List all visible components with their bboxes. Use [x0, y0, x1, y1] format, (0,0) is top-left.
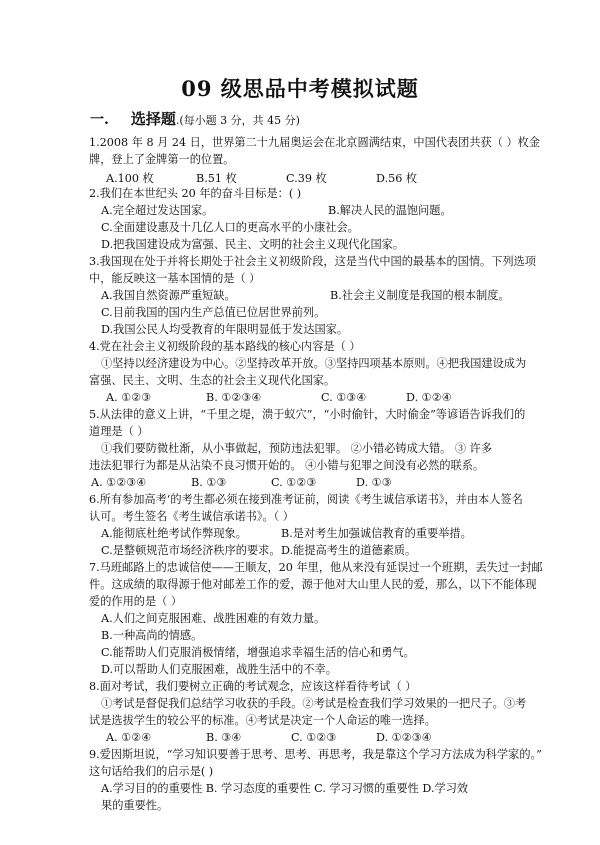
q1-option-c: C.39 枚 [286, 172, 327, 185]
q7-option-b: B.一种高尚的情感。 [101, 629, 203, 642]
q4-option-b: B. ①②③④ [206, 391, 262, 404]
q8-option-a: A. ①②④ [106, 731, 152, 744]
page-title: 09 级思品中考模拟试题 [181, 76, 419, 101]
q4-statement-1: ①坚持以经济建设为中心。②坚持改革开放。③坚持四项基本原则。④把我国建设成为 [101, 357, 527, 370]
q3-option-a: A.我国自然资源严重短缺。 [101, 289, 236, 302]
q9-options-line: A.学习目的的重要性 B. 学习态度的重要性 C. 学习习惯的重要性 D.学习效 [101, 782, 469, 795]
section-number: 一. [90, 112, 109, 128]
q1-option-b: B.51 枚 [196, 172, 237, 185]
q2-option-b: B.解决人民的温饱问题。 [328, 204, 452, 217]
q6-option-d: D.能提高考生的道德素质。 [281, 544, 417, 557]
question-9-line-1: 9.爱因斯坦说，“学习知识要善于思考、思考、再思考，我是靠这个学习方法成为科学家的。” [89, 748, 542, 761]
q4-option-c: C. ①③④ [321, 391, 367, 404]
question-3-line-1: 3.我国现在处于并将长期处于社会主义初级阶段，这是当代中国的最基本的国情。下列选项 [89, 255, 536, 268]
q5-statement-2: 违法犯罪行为都是从沾染不良习惯开始的。 ④小错与犯罪之间没有必然的联系。 [89, 459, 485, 472]
question-7-line-2: 件。这成绩的取得源于他对邮差工作的爱，源于他对大山里人民的爱，那么，以下不能体现 [89, 578, 537, 591]
q6-option-a: A.能彻底杜绝考试作弊现象。 [101, 527, 247, 540]
question-6-line-1: 6.所有参加高考‘的考生都必须在接到准考证前，阅读《考生诚信承诺书》，并由本人签名 [89, 493, 523, 506]
q9-options-line-2: 果的重要性。 [101, 799, 169, 812]
q6-option-c: C.是整顿规范市场经济秩序的要求。 [101, 544, 281, 557]
q3-option-b: B.社会主义制度是我国的根本制度。 [330, 289, 510, 302]
q2-option-d: D.把我国建设成为富强、民主、文明的社会主义现代化国家。 [101, 238, 405, 251]
question-7-line-3: 爱的作用的是（ ） [89, 595, 183, 608]
q4-option-d: D. ①②④ [406, 391, 452, 404]
q5-option-a: A. ①②③④ [91, 476, 147, 489]
question-9-line-2: 这句话给我们的启示是( ) [89, 765, 214, 778]
q8-option-b: B. ③④ [206, 731, 242, 744]
question-1-line-2: 牌，登上了金牌第一的位置。 [89, 153, 235, 166]
q3-option-d: D.我国公民人均受教育的年限明显低于发达国家。 [101, 323, 349, 336]
q5-option-d: D. ①③ [356, 476, 392, 489]
question-1-line-1: 1.2008 年 8 月 24 日，世界第二十九届奥运会在北京圆满结束，中国代表团共获（ ）枚金 [89, 136, 541, 149]
q4-statement-2: 富强、民主、文明、生态的社会主义现代化国家。 [89, 374, 336, 387]
question-7-line-1: 7.马班邮路上的忠诚信使——王顺友，20 年里，他从来没有延误过一个班期，丢失过一封邮 [89, 561, 543, 574]
question-4: 4.党在社会主义初级阶段的基本路线的核心内容是（ ） [89, 340, 361, 353]
q8-option-c: C. ①②③ [291, 731, 337, 744]
q5-statement-1: ①我们要防微杜渐，从小事做起，预防违法犯罪。 ②小错必铸成大错。 ③ 许多 [101, 442, 493, 455]
q8-statement-2: 试是选拔学生的较公平的标准。④考试是决定一个人命运的唯一选择。 [89, 714, 436, 727]
q3-option-c: C.目前我国的国内生产总值已位居世界前列。 [101, 306, 326, 319]
q7-option-d: D.可以帮助人们克服困难，战胜生活中的不幸。 [101, 663, 337, 676]
question-8: 8.面对考试，我们要树立正确的考试观念，应该这样看待考试（ ） [89, 680, 417, 693]
q5-option-b: B. ①③ [191, 476, 227, 489]
question-2: 2.我们在本世纪头 20 年的奋斗目标是：( ) [89, 187, 302, 200]
q7-option-c: C.能帮助人们克服消极情绪，增强追求幸福生活的信心和勇气。 [101, 646, 415, 659]
q5-option-c: C. ①②③ [271, 476, 317, 489]
question-5-line-1: 5.从法律的意义上讲，“千里之堤，溃于蚁穴”，“小时偷针，大时偷金”等谚语告诉我们的 [89, 408, 526, 421]
section-heading [90, 108, 300, 129]
section-name: 选择题 [130, 110, 176, 128]
q4-option-a: A. ①②③ [106, 391, 152, 404]
q7-option-a: A.人们之间克服困难、战胜困难的有效力量。 [101, 612, 326, 625]
q2-option-c: C.全面建设惠及十几亿人口的更高水平的小康社会。 [101, 221, 359, 234]
section-note: .(每小题 3 分，共 45 分) [175, 114, 300, 127]
q6-option-b: B.是对考生加强诚信教育的重要举措。 [281, 527, 472, 540]
q1-option-d: D.56 枚 [376, 172, 418, 185]
question-6-line-2: 认可。考生签名《考生诚信承诺书》。（ ） [89, 510, 294, 523]
q2-option-a: A.完全超过发达国家。 [101, 204, 214, 217]
q1-option-a: A.100 枚 [106, 172, 154, 185]
q8-statement-1: ①考试是督促我们总结学习收获的手段。②考试是检查我们学习效果的一把尺子。③考 [101, 697, 527, 710]
question-5-line-2: 道理是（ ） [89, 425, 149, 438]
question-3-line-2: 中，能反映这一基本国情的是（ ） [89, 272, 261, 285]
q8-option-d: D. ①②③④ [376, 731, 432, 744]
